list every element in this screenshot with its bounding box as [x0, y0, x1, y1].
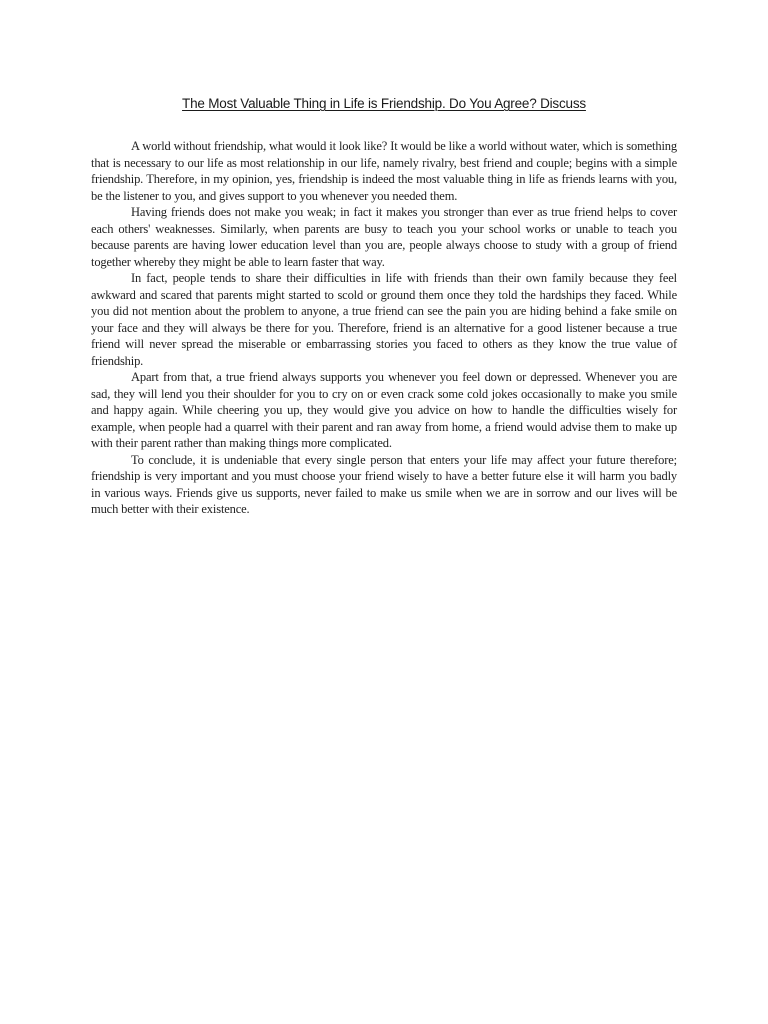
document-title: The Most Valuable Thing in Life is Friendship. Do You Agree? Discuss: [182, 96, 586, 111]
paragraph-support: Apart from that, a true friend always supports you whenever you feel down or depressed. Whenever you are sad, they will lend you their shoulder for you to cry on or even crack some cold jokes occasionally to make you smile and happy again. While cheering you up, they would give you advice on how to handle the difficulties wisely for example, when people had a quarrel with their parent and ran away from home, a friend would advise them to make up with their parent rather than making things more complicated.: [91, 370, 677, 450]
paragraph-sharing: In fact, people tends to share their difficulties in life with friends than their own family because they feel awkward and scared that parents might started to scold or ground them once they told the hardships they faced. While you did not mention about the problem to anyone, a true friend can see the pain you are hiding behind a fake smile on your face and they will always be there for you. Therefore, friend is an alternative for a good listener because a true friend will never spread the miserable or embarrassing stories you faced to others as they know the true value of friendship.: [91, 271, 677, 368]
paragraph-strength: Having friends does not make you weak; in fact it makes you stronger than ever as true friend helps to cover each others' weaknesses. Similarly, when parents are busy to teach you your school works or unable to teach you because parents are having lower education level than you are, people always choose to study with a group of friend together whereby they might be able to learn faster that way.: [91, 205, 677, 269]
document-body: [91, 138, 677, 518]
paragraph-intro: A world without friendship, what would it look like? It would be like a world without water, which is something that is necessary to our life as most relationship in our life, namely rivalry, best friend and couple; begins with a simple friendship. Therefore, in my opinion, yes, friendship is indeed the most valuable thing in life as friends learns with you, be the listener to you, and gives support to you whenever you needed them.: [91, 139, 677, 203]
paragraph-conclusion: To conclude, it is undeniable that every single person that enters your life may affect your future therefore; friendship is very important and you must choose your friend wisely to have a better future else it will harm you badly in various ways. Friends give us supports, never failed to make us smile when we are in sorrow and our lives will be much better with their existence.: [91, 452, 677, 516]
